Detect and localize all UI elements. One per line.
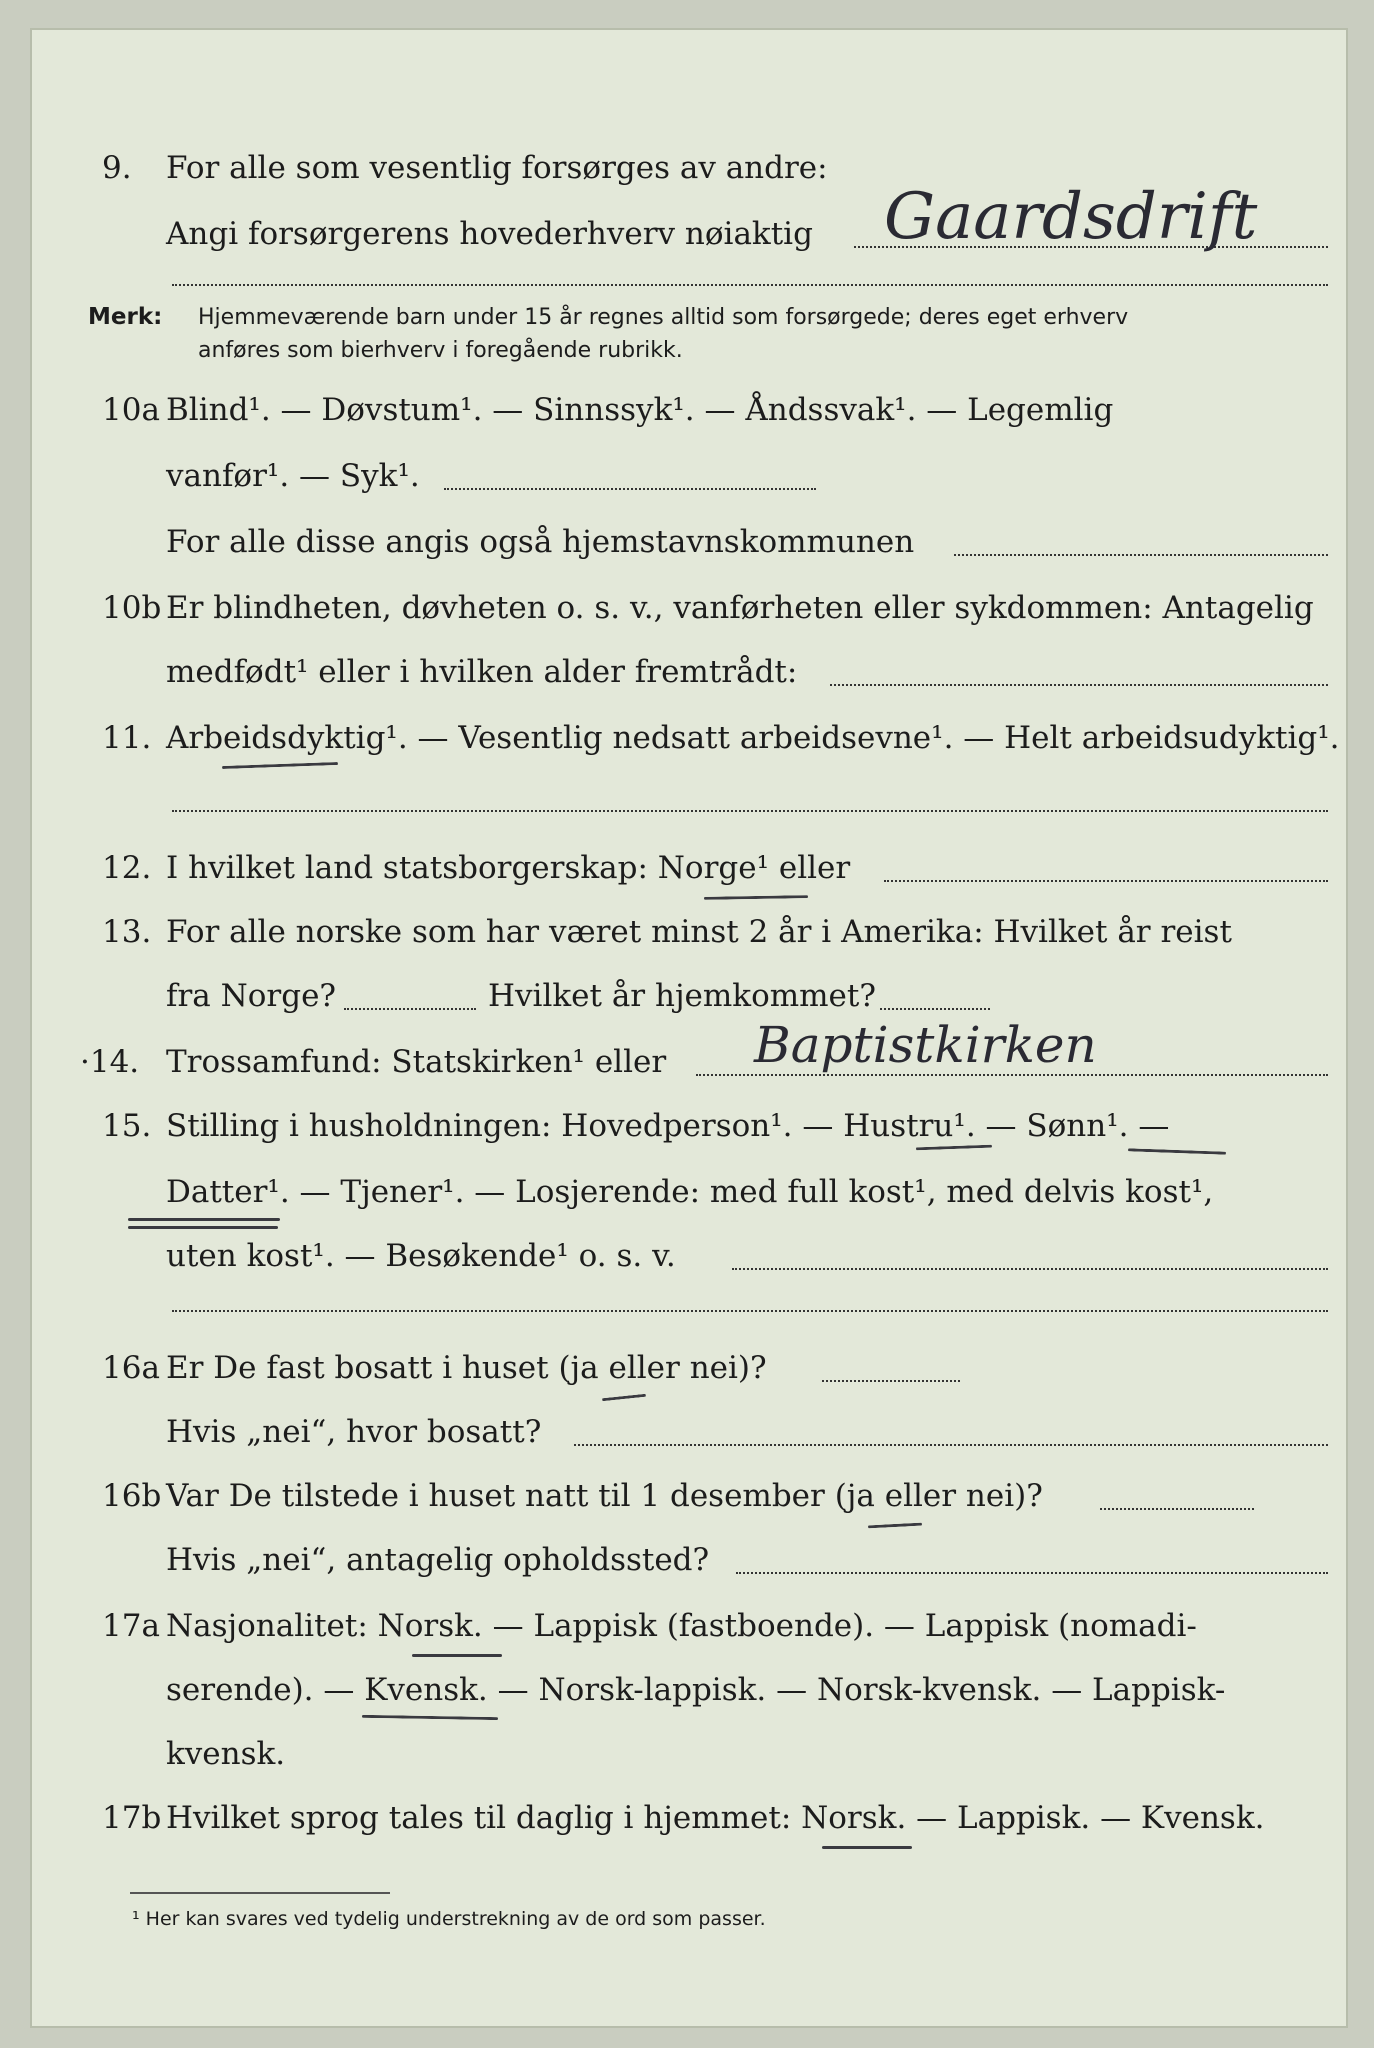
- q16a-line1: Er De fast bosatt i huset (ja eller nei)?: [166, 1350, 767, 1386]
- q11-number: 11.: [102, 720, 152, 756]
- q16b-line1: Var De tilstede i huset natt til 1 desember (ja eller nei)?: [166, 1478, 1043, 1514]
- q14-number: ·14.: [80, 1044, 140, 1080]
- q16a-number: 16a: [102, 1350, 160, 1386]
- q10b-line2: medfødt¹ eller i hvilken alder fremtrådt:: [166, 654, 798, 690]
- q17a-line1: Nasjonalitet: Norsk. — Lappisk (fastboende). — Lappisk (nomadi-: [166, 1608, 1197, 1644]
- q9-line2: Angi forsørgerens hovederhverv nøiaktig: [166, 216, 813, 252]
- q16a-ja-underline: [602, 1394, 646, 1402]
- q16b-line2: Hvis „nei“, antagelig opholdssted?: [166, 1542, 710, 1578]
- q17a-kvensk-underline: [362, 1715, 498, 1720]
- q15-line1: Stilling i husholdningen: Hovedperson¹. — Hustru¹. — Sønn¹. —: [166, 1108, 1170, 1144]
- q11-extra-line: [172, 810, 1328, 812]
- q14-handwritten-answer: Baptistkirken: [754, 1016, 1097, 1074]
- merk-line2: anføres som bierhverv i foregående rubrikk.: [198, 338, 683, 363]
- q13-line2b: Hvilket år hjemkommet?: [488, 978, 876, 1014]
- q10b-number: 10b: [102, 590, 162, 626]
- census-form-page: [30, 28, 1348, 2028]
- q15-extra-line: [732, 1268, 1328, 1270]
- q15-line3: uten kost¹. — Besøkende¹ o. s. v.: [166, 1238, 676, 1274]
- q17a-line3: kvensk.: [166, 1736, 286, 1772]
- q12-underline-mark: [704, 895, 808, 900]
- merk-label: Merk:: [88, 304, 163, 330]
- q17a-norsk-underline: [412, 1654, 502, 1657]
- q16b-number: 16b: [102, 1478, 162, 1514]
- q9-handwritten-answer: Gaardsdrift: [884, 180, 1258, 254]
- q16a-bosatt-line: [574, 1444, 1328, 1446]
- q14-line1: Trossamfund: Statskirken¹ eller: [166, 1044, 667, 1080]
- q16b-opholdssted-line: [736, 1572, 1328, 1574]
- q9-line1: For alle som vesentlig forsørges av andre:: [166, 150, 828, 186]
- q13-line1: For alle norske som har været minst 2 år i Amerika: Hvilket år reist: [166, 914, 1232, 950]
- q13-reist-line: [344, 1008, 476, 1010]
- q15-sonn-mark: [1128, 1148, 1226, 1154]
- q15-datter-underline-2: [128, 1226, 278, 1229]
- q10a-line2: vanfør¹. — Syk¹.: [166, 458, 420, 494]
- q10b-line1: Er blindheten, døvheten o. s. v., vanførheten eller sykdommen: Antagelig: [166, 590, 1314, 626]
- q14-answer-line: [696, 1074, 1328, 1076]
- q10a-line3: For alle disse angis også hjemstavnskommunen: [166, 524, 915, 560]
- q11-line1: Arbeidsdyktig¹. — Vesentlig nedsatt arbeidsevne¹. — Helt arbeidsudyktig¹.: [166, 720, 1340, 756]
- q16a-line2: Hvis „nei“, hvor bosatt?: [166, 1414, 542, 1450]
- q10a-line1: Blind¹. — Døvstum¹. — Sinnssyk¹. — Åndssvak¹. — Legemlig: [166, 392, 1114, 428]
- q16b-ja-underline: [868, 1523, 922, 1529]
- q10a-kommune-line: [954, 554, 1328, 556]
- q17a-line2: serende). — Kvensk. — Norsk-lappisk. — Norsk-kvensk. — Lappisk-: [166, 1672, 1226, 1708]
- q15-datter-underline: [128, 1218, 280, 1221]
- q13-number: 13.: [102, 914, 152, 950]
- q10b-alder-line: [830, 684, 1328, 686]
- q12-land-line: [884, 880, 1328, 882]
- q17a-number: 17a: [102, 1608, 160, 1644]
- q9-number: 9.: [102, 150, 132, 186]
- merk-line1: Hjemmeværende barn under 15 år regnes alltid som forsørgede; deres eget erhverv: [198, 305, 1129, 330]
- q13-hjemkommet-line: [880, 1008, 990, 1010]
- q16a-answer-line: [822, 1380, 960, 1382]
- q15-line2: Datter¹. — Tjener¹. — Losjerende: med full kost¹, med delvis kost¹,: [166, 1174, 1214, 1210]
- q17b-number: 17b: [102, 1800, 162, 1836]
- q12-number: 12.: [102, 850, 152, 886]
- q13-line2a: fra Norge?: [166, 978, 337, 1014]
- q16b-answer-line: [1100, 1508, 1254, 1510]
- footnote: ¹ Her kan svares ved tydelig understrekning av de ord som passer.: [132, 1908, 766, 1930]
- q15-blank-line: [172, 1310, 1328, 1312]
- footnote-rule: [130, 1892, 390, 1894]
- q9-extra-line: [172, 284, 1328, 286]
- q17b-norsk-underline: [822, 1846, 912, 1849]
- q15-number: 15.: [102, 1108, 152, 1144]
- q17b-line1: Hvilket sprog tales til daglig i hjemmet: Norsk. — Lappisk. — Kvensk.: [166, 1800, 1265, 1836]
- q10a-number: 10a: [102, 392, 160, 428]
- q10a-syk-line: [444, 488, 816, 490]
- q11-underline-mark: [222, 762, 338, 769]
- q12-line1: I hvilket land statsborgerskap: Norge¹ eller: [166, 850, 851, 886]
